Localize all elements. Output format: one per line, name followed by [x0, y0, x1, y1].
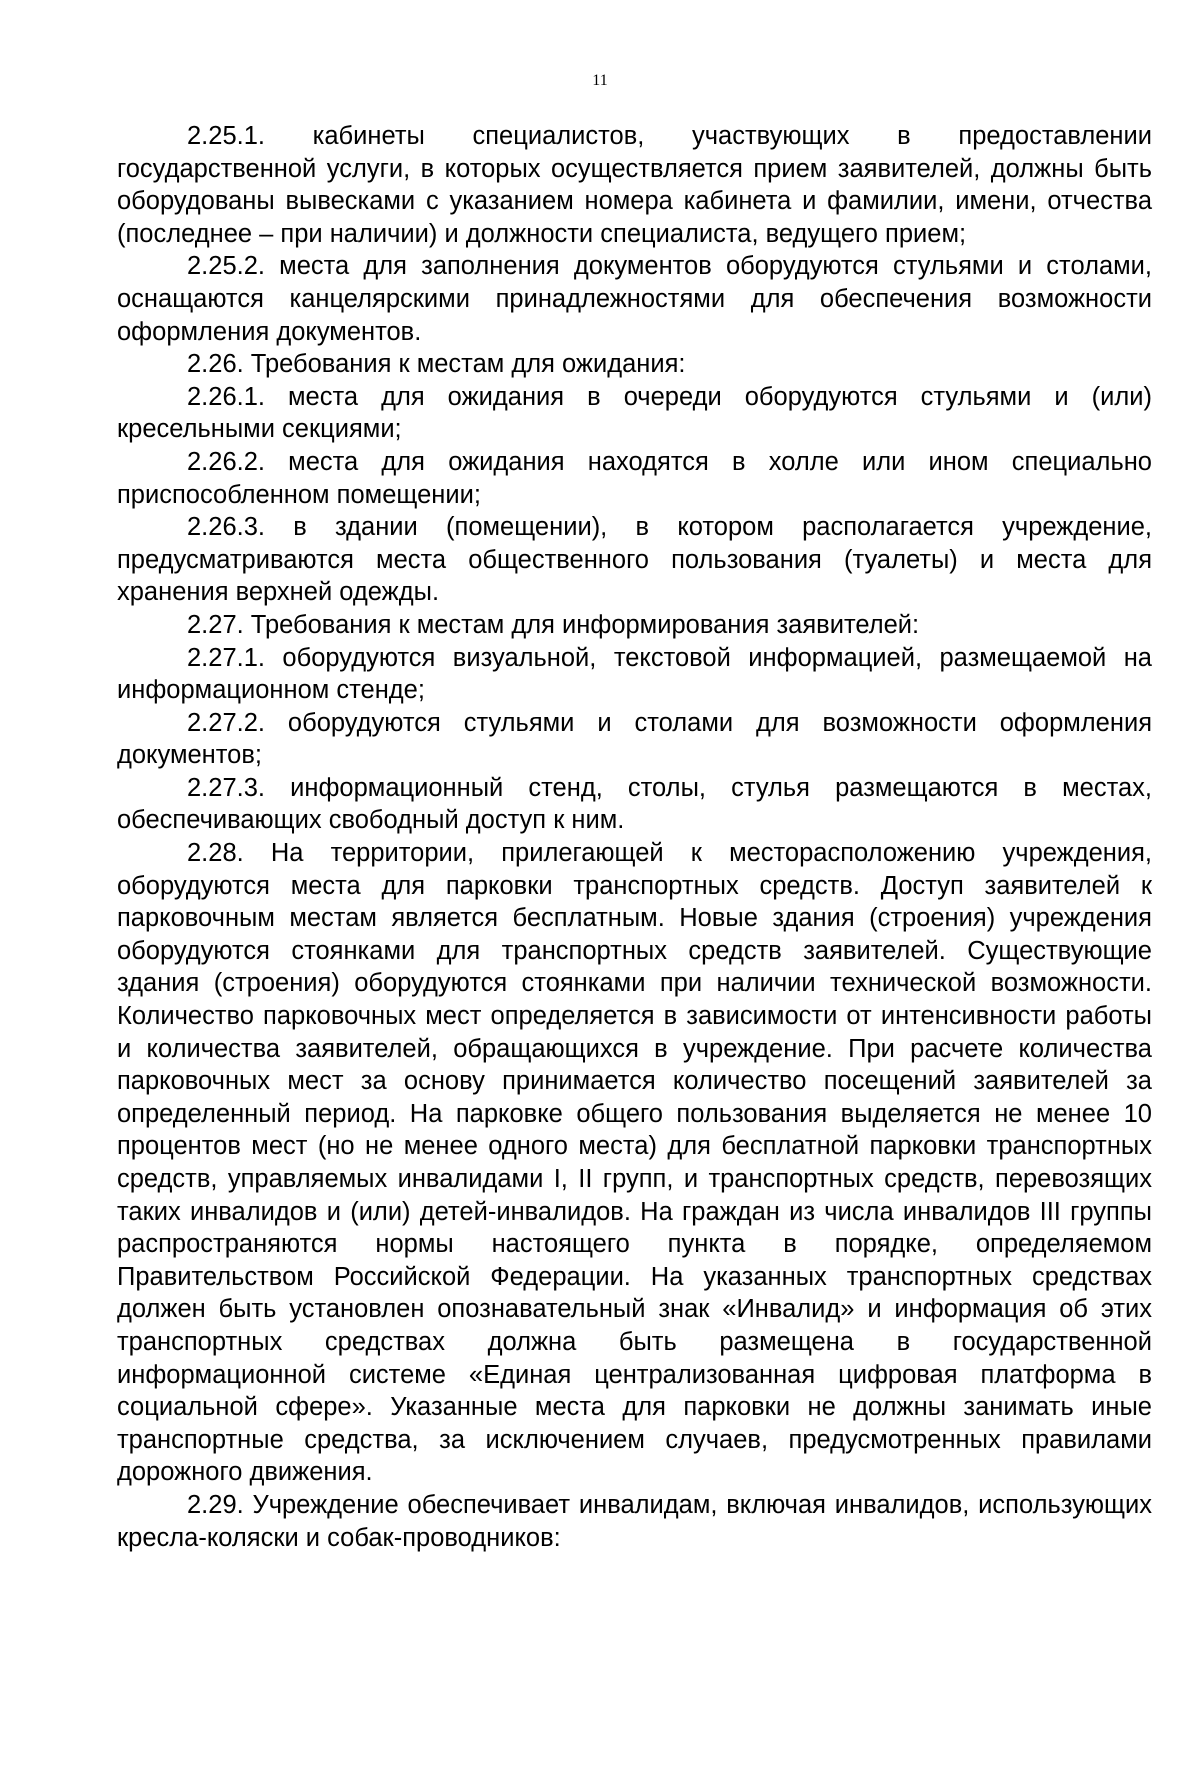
paragraph-2-26-3: 2.26.3. в здании (помещении), в котором располагается учреждение, предусматриваются места общественного пользования (туалеты) и места для хранения верхней одежды.	[117, 513, 1152, 607]
paragraph-2-27-3: 2.27.3. информационный стенд, столы, стулья размещаются в местах, обеспечивающих свободный доступ к ним.	[117, 773, 1152, 835]
page-number: 11	[592, 72, 608, 89]
paragraph-2-29: 2.29. Учреждение обеспечивает инвалидам, включая инвалидов, использующих кресла-коляски и собак-проводников:	[117, 1490, 1152, 1552]
document-body	[117, 120, 1152, 1554]
paragraph-2-26: 2.26. Требования к местам для ожидания:	[187, 350, 686, 379]
paragraph-2-28: 2.28. На территории, прилегающей к месторасположению учреждения, оборудуются места для парковки транспортных средств. Доступ заявителей к парковочным местам является бесплатным. Новые здания (строения) учреждения оборудуются стоянками для транспортных средств заявителей. Существующие здания (строения) оборудуются стоянками при наличии технической возможности. Количество парковочных мест определяется в зависимости от интенсивности работы и количества заявителей, обращающихся в учреждение. При расчете количества парковочных мест за основу принимается количество посещений заявителей за определенный период. На парковке общего пользования выделяется не менее 10 процентов мест (но не менее одного места) для бесплатной парковки транспортных средств, управляемых инвалидами I, II групп, и транспортных средств, перевозящих таких инвалидов и (или) детей-инвалидов. На граждан из числа инвалидов III группы распространяются нормы настоящего пункта в порядке, определяемом Правительством Российской Федерации. На указанных транспортных средствах должен быть установлен опознавательный знак «Инвалид» и информация об этих транспортных средствах должна быть размещена в государственной информационной системе «Единая централизованная цифровая платформа в социальной сфере». Указанные места для парковки не должны занимать иные транспортные средства, за исключением случаев, предусмотренных правилами дорожного движения.	[117, 839, 1152, 1487]
paragraph-2-26-1: 2.26.1. места для ожидания в очереди оборудуются стульями и (или) кресельными секциями;	[117, 382, 1152, 444]
paragraph-2-27: 2.27. Требования к местам для информирования заявителей:	[187, 610, 920, 639]
paragraph-2-27-2: 2.27.2. оборудуются стульями и столами для возможности оформления документов;	[117, 708, 1152, 770]
paragraph-2-26-2: 2.26.2. места для ожидания находятся в холле или ином специально приспособленном помещении;	[117, 447, 1152, 509]
paragraph-2-25-1: 2.25.1. кабинеты специалистов, участвующих в предоставлении государственной услуги, в которых осуществляется прием заявителей, должны быть оборудованы вывесками с указанием номера кабинета и фамилии, имени, отчества (последнее – при наличии) и должности специалиста, ведущего прием;	[117, 122, 1152, 248]
paragraph-2-27-1: 2.27.1. оборудуются визуальной, текстовой информацией, размещаемой на информационном стенде;	[117, 643, 1152, 705]
paragraph-2-25-2: 2.25.2. места для заполнения документов оборудуются стульями и столами, оснащаются канцелярскими принадлежностями для обеспечения возможности оформления документов.	[117, 252, 1152, 346]
